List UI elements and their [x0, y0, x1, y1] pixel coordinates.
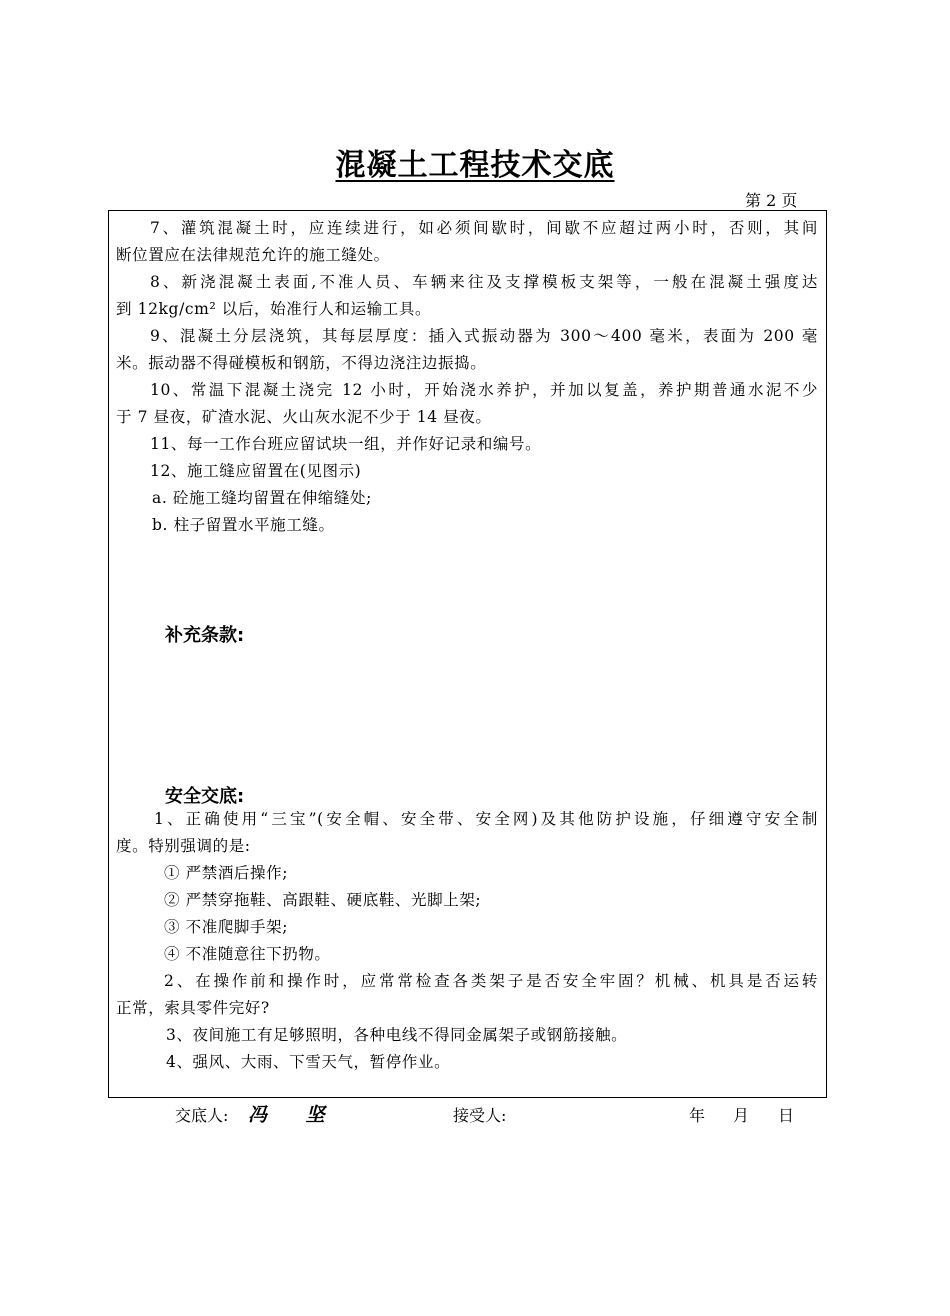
discloser-label: 交底人: [175, 1106, 229, 1125]
body-line: 米。振动器不得碰模板和钢筋，不得边浇注边振捣。 [116, 354, 487, 372]
safety-line: 3、夜间施工有足够照明，各种电线不得同金属架子或钢筋接触。 [166, 1026, 628, 1044]
date-day-label: 日 [778, 1106, 795, 1125]
body-line: 11、每一工作台班应留试块一组，并作好记录和编号。 [150, 435, 542, 453]
safety-line: ② 严禁穿拖鞋、高跟鞋、硬底鞋、光脚上架; [164, 891, 482, 909]
receiver-label: 接受人: [453, 1106, 507, 1125]
body-line: 10、常温下混凝土浇完 12 小时，开始浇水养护，并加以复盖，养护期普通水泥不少 [150, 381, 818, 399]
body-line: 9、混凝土分层浇筑，其每层厚度：插入式振动器为 300～400 毫米，表面为 200 毫 [150, 327, 818, 345]
body-line: 7、灌筑混凝土时，应连续进行，如必须间歇时，间歇不应超过两小时，否则，其间 [150, 219, 818, 237]
safety-line: 1、正确使用“三宝”(安全帽、安全带、安全网)及其他防护设施，仔细遵守安全制 [154, 810, 818, 828]
body-line: 8、新浇混凝土表面,不准人员、车辆来往及支撑模板支架等，一般在混凝土强度达 [150, 273, 818, 291]
safety-line: ③ 不准爬脚手架; [164, 918, 289, 936]
page-number: 第 2 页 [745, 191, 798, 210]
body-line: 到 12kg/cm² 以后，始准行人和运输工具。 [116, 300, 432, 318]
safety-line: 度。特别强调的是: [116, 837, 251, 855]
safety-line: 2、在操作前和操作时，应常常检查各类架子是否安全牢固？机械、机具是否运转 [164, 972, 818, 990]
supplement-heading: 补充条款: [165, 625, 245, 646]
safety-line: ④ 不准随意往下扔物。 [164, 945, 331, 963]
body-line: b. 柱子留置水平施工缝。 [152, 516, 335, 534]
date-month-label: 月 [733, 1106, 750, 1125]
body-line: a. 砼施工缝均留置在伸缩缝处; [152, 489, 372, 507]
discloser-signature: 冯 坚 [248, 1104, 341, 1126]
body-line: 断位置应在法律规范允许的施工缝处。 [116, 246, 390, 264]
safety-heading: 安全交底: [165, 786, 245, 807]
document-title: 混凝土工程技术交底 [335, 148, 615, 183]
safety-line: 正常，索具零件完好? [116, 999, 270, 1017]
body-line: 12、施工缝应留置在(见图示) [150, 462, 362, 480]
date-year-label: 年 [689, 1106, 706, 1125]
body-line: 于 7 昼夜，矿渣水泥、火山灰水泥不少于 14 昼夜。 [116, 408, 492, 426]
safety-line: 4、强风、大雨、下雪天气，暂停作业。 [166, 1053, 451, 1071]
safety-line: ① 严禁酒后操作; [164, 864, 289, 882]
